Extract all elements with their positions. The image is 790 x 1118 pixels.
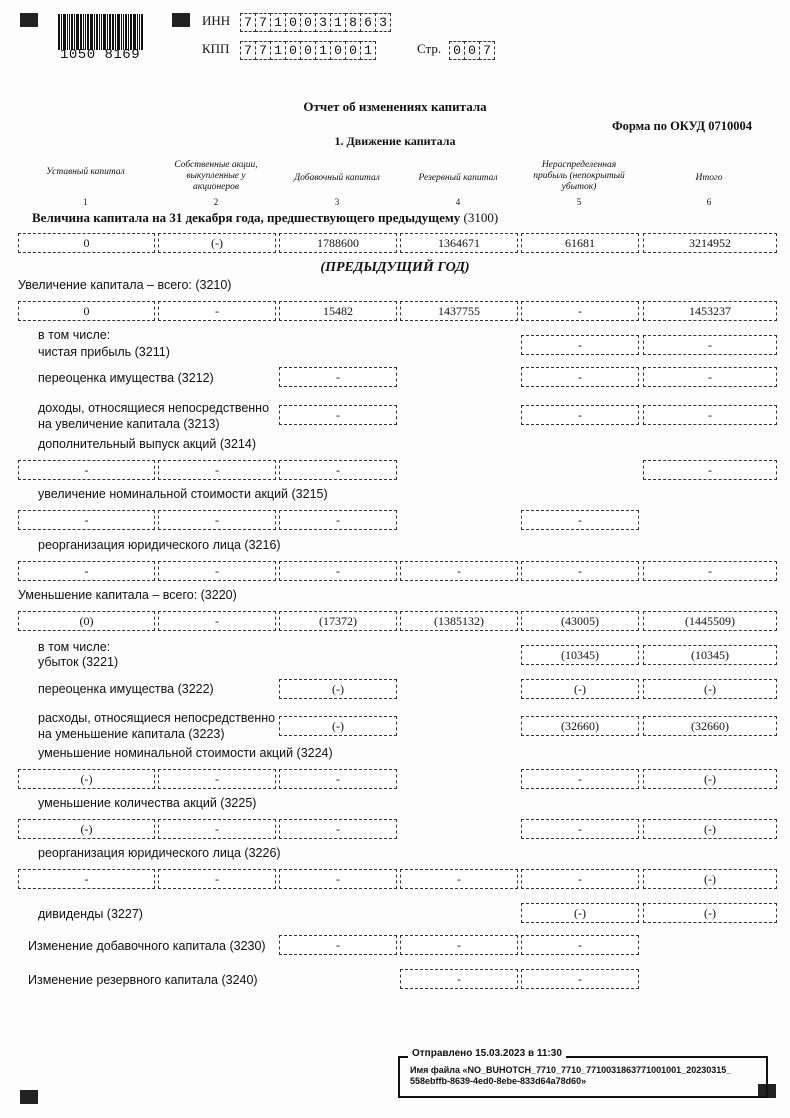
value-cell: 1453237 <box>643 301 777 321</box>
corner-marker-top-left <box>20 13 38 27</box>
barcode-bar <box>80 14 82 50</box>
column-number: 5 <box>576 197 582 207</box>
value-cell: - <box>158 869 276 889</box>
kpp-label: КПП <box>202 41 230 56</box>
column-header: Собственные акции, выкупленные у акционеров <box>174 160 258 192</box>
capital-code: (3100) <box>463 210 499 225</box>
barcode-bar <box>61 14 62 50</box>
value-cell: - <box>521 367 639 387</box>
value-cell: - <box>158 819 276 839</box>
row-label: переоценка имущества (3212) <box>38 371 214 385</box>
row-label: реорганизация юридического лица (3216) <box>38 538 281 552</box>
digit-cell: 7 <box>479 41 495 60</box>
value-cell: - <box>279 510 397 530</box>
row-label: дивиденды (3227) <box>38 907 143 921</box>
digit-cell: 7 <box>240 41 256 60</box>
value-cell: (-) <box>18 769 155 789</box>
value-cell: - <box>279 405 397 425</box>
value-cell: - <box>521 935 639 955</box>
value-cell: (-) <box>279 679 397 699</box>
barcode-bar <box>137 14 138 50</box>
digit-cell: 1 <box>360 41 376 60</box>
barcode-bar <box>58 14 60 50</box>
row-label: Изменение резервного капитала (3240) <box>28 973 258 987</box>
value-cell: - <box>158 460 276 480</box>
sent-stamp <box>398 1048 768 1098</box>
value-cell: - <box>400 969 518 989</box>
value-cell: (-) <box>18 819 155 839</box>
barcode-bar <box>139 14 140 50</box>
barcode-bar <box>74 14 75 50</box>
value-cell: - <box>643 561 777 581</box>
column-number: 6 <box>706 197 712 207</box>
row-label-line2: убыток (3221) <box>38 655 119 669</box>
value-cell: - <box>400 869 518 889</box>
digit-cell: 0 <box>330 41 346 60</box>
corner-marker-top-mid <box>172 13 190 27</box>
digit-cell: 8 <box>345 13 361 32</box>
kpp-cells <box>240 41 375 60</box>
value-cell: - <box>643 335 777 355</box>
digit-cell: 1 <box>270 13 286 32</box>
row-label: реорганизация юридического лица (3226) <box>38 846 281 860</box>
digit-cell: 7 <box>255 41 271 60</box>
value-cell: - <box>279 869 397 889</box>
value-cell: - <box>158 301 276 321</box>
value-cell: - <box>643 460 777 480</box>
barcode-bar <box>99 14 100 50</box>
value-cell: - <box>18 510 155 530</box>
value-cell: - <box>521 869 639 889</box>
value-cell: 61681 <box>521 233 639 253</box>
column-header: Нераспределенная прибыль (непокрытый убыток) <box>533 160 625 192</box>
value-cell: 15482 <box>279 301 397 321</box>
digit-cell: 0 <box>285 41 301 60</box>
row-label: Увеличение капитала – всего: (3210) <box>18 278 232 292</box>
value-cell: - <box>279 561 397 581</box>
column-header: Уставный капитал <box>46 167 125 177</box>
barcode-bar <box>133 14 136 50</box>
value-cell: 0 <box>18 301 155 321</box>
value-cell: 1788600 <box>279 233 397 253</box>
column-number: 4 <box>455 197 461 207</box>
barcode-bar <box>101 14 102 50</box>
inn-cells <box>240 13 390 32</box>
row-label: дополнительный выпуск акций (3214) <box>38 437 256 451</box>
page-title: Отчет об изменениях капитала <box>303 99 487 114</box>
digit-cell: 1 <box>315 41 331 60</box>
row-label: в том числе: <box>38 328 111 342</box>
value-cell: - <box>18 460 155 480</box>
digit-cell: 3 <box>375 13 391 32</box>
value-cell: - <box>279 367 397 387</box>
digit-cell: 6 <box>360 13 376 32</box>
digit-cell: 0 <box>345 41 361 60</box>
value-cell: - <box>18 869 155 889</box>
value-cell: - <box>158 611 276 631</box>
barcode-bar <box>125 14 127 50</box>
value-cell: (-) <box>158 233 276 253</box>
row-label: расходы, относящиеся непосредственно <box>38 711 276 725</box>
stamp-file-line2: 558ebffb-8639-4ed0-8ebe-833d64a78d60» <box>410 1076 587 1086</box>
value-cell: (-) <box>643 903 777 923</box>
row-label: уменьшение количества акций (3225) <box>38 796 257 810</box>
value-cell: 3214952 <box>643 233 777 253</box>
barcode-bar <box>94 14 95 50</box>
stamp-file-name <box>410 1065 760 1087</box>
column-number: 2 <box>213 197 219 207</box>
value-cell: - <box>279 935 397 955</box>
capital-label-text: Величина капитала на 31 декабря года, предшествующего предыдущему <box>32 210 461 225</box>
barcode-bar <box>67 14 68 50</box>
barcode-bar <box>90 14 93 50</box>
row-label: Изменение добавочного капитала (3230) <box>28 939 266 953</box>
value-cell: (-) <box>643 819 777 839</box>
value-cell: (-) <box>643 679 777 699</box>
value-cell: - <box>521 301 639 321</box>
digit-cell: 1 <box>270 41 286 60</box>
barcode-bar <box>141 14 143 50</box>
digit-cell: 0 <box>300 41 316 60</box>
value-cell: 1437755 <box>400 301 518 321</box>
value-cell: - <box>279 819 397 839</box>
row-label: увеличение номинальной стоимости акций (3215) <box>38 487 328 501</box>
value-cell: - <box>521 819 639 839</box>
column-number: 3 <box>334 197 340 207</box>
barcode-bar <box>83 14 84 50</box>
value-cell: (17372) <box>279 611 397 631</box>
digit-cell: 7 <box>240 13 256 32</box>
barcode-bar <box>121 14 122 50</box>
value-cell: - <box>521 335 639 355</box>
barcode-bar <box>87 14 89 50</box>
stamp-sent-text: Отправлено 15.03.2023 в 11:30 <box>408 1048 566 1059</box>
barcode-bar <box>107 14 108 50</box>
value-cell: - <box>521 561 639 581</box>
column-header: Итого <box>695 173 723 183</box>
barcode-number: 1050 8169 <box>60 47 141 63</box>
row-label-line2: чистая прибыль (3211) <box>38 345 170 359</box>
value-cell: (1385132) <box>400 611 518 631</box>
value-cell: - <box>158 769 276 789</box>
page-label: Стр. <box>417 41 442 56</box>
value-cell: (-) <box>643 769 777 789</box>
digit-cell: 0 <box>449 41 465 60</box>
value-cell: - <box>400 935 518 955</box>
value-cell: - <box>400 561 518 581</box>
barcode-bar <box>115 14 116 50</box>
barcode-bar <box>63 14 66 50</box>
value-cell: 1364671 <box>400 233 518 253</box>
barcode-bar <box>128 14 129 50</box>
barcode-bar <box>103 14 106 50</box>
value-cell: - <box>279 769 397 789</box>
value-cell: (-) <box>521 903 639 923</box>
row-label: в том числе: <box>38 640 111 654</box>
value-cell: (0) <box>18 611 155 631</box>
value-cell: (1445509) <box>643 611 777 631</box>
value-cell: - <box>279 460 397 480</box>
barcode-icon <box>58 12 148 50</box>
digit-cell: 0 <box>285 13 301 32</box>
column-header: Резервный капитал <box>418 173 498 183</box>
barcode-bar <box>96 14 98 50</box>
barcode-bar <box>123 14 124 50</box>
value-cell: (10345) <box>521 645 639 665</box>
barcode-bar <box>117 14 120 50</box>
value-cell: (10345) <box>643 645 777 665</box>
row-label: переоценка имущества (3222) <box>38 682 214 696</box>
barcode-bar <box>109 14 111 50</box>
value-cell: - <box>521 769 639 789</box>
digit-cell: 7 <box>255 13 271 32</box>
column-header: Добавочный капитал <box>294 173 380 183</box>
inn-label: ИНН <box>202 13 231 28</box>
value-cell: (-) <box>521 679 639 699</box>
value-cell: - <box>521 510 639 530</box>
value-cell: (-) <box>643 869 777 889</box>
value-cell: (-) <box>279 716 397 736</box>
value-cell: - <box>643 367 777 387</box>
stamp-file-line1: Имя файла «NO_BUHOTCH_7710_7710_7710031863771001001_20230315_ <box>410 1065 732 1075</box>
barcode-bar <box>76 14 79 50</box>
value-cell: - <box>158 510 276 530</box>
row-label-line2: на увеличение капитала (3213) <box>38 417 220 431</box>
year-label: (ПРЕДЫДУЩИЙ ГОД) <box>320 260 470 275</box>
digit-cell: 0 <box>300 13 316 32</box>
digit-cell: 1 <box>330 13 346 32</box>
page-cells <box>449 41 494 60</box>
value-cell: (32660) <box>521 716 639 736</box>
barcode-bar <box>130 14 132 50</box>
value-cell: 0 <box>18 233 155 253</box>
section-title: 1. Движение капитала <box>334 134 456 148</box>
value-cell: (43005) <box>521 611 639 631</box>
barcode-bar <box>85 14 86 50</box>
value-cell: - <box>521 969 639 989</box>
value-cell: (32660) <box>643 716 777 736</box>
row-label: Уменьшение капитала – всего: (3220) <box>18 588 237 602</box>
value-cell: - <box>158 561 276 581</box>
barcode-bar <box>112 14 114 50</box>
barcode-bar <box>71 14 73 50</box>
digit-cell: 0 <box>464 41 480 60</box>
barcode-bar <box>69 14 70 50</box>
corner-marker-bottom-left <box>20 1090 38 1104</box>
row-label: уменьшение номинальной стоимости акций (3224) <box>38 746 333 760</box>
value-cell: - <box>643 405 777 425</box>
value-cell: - <box>521 405 639 425</box>
row-label: доходы, относящиеся непосредственно <box>38 401 270 415</box>
digit-cell: 3 <box>315 13 331 32</box>
column-number: 1 <box>83 197 88 207</box>
capital-label <box>32 211 498 225</box>
value-cell: - <box>18 561 155 581</box>
form-code: Форма по ОКУД 0710004 <box>611 119 752 133</box>
row-label-line2: на уменьшение капитала (3223) <box>38 727 225 741</box>
